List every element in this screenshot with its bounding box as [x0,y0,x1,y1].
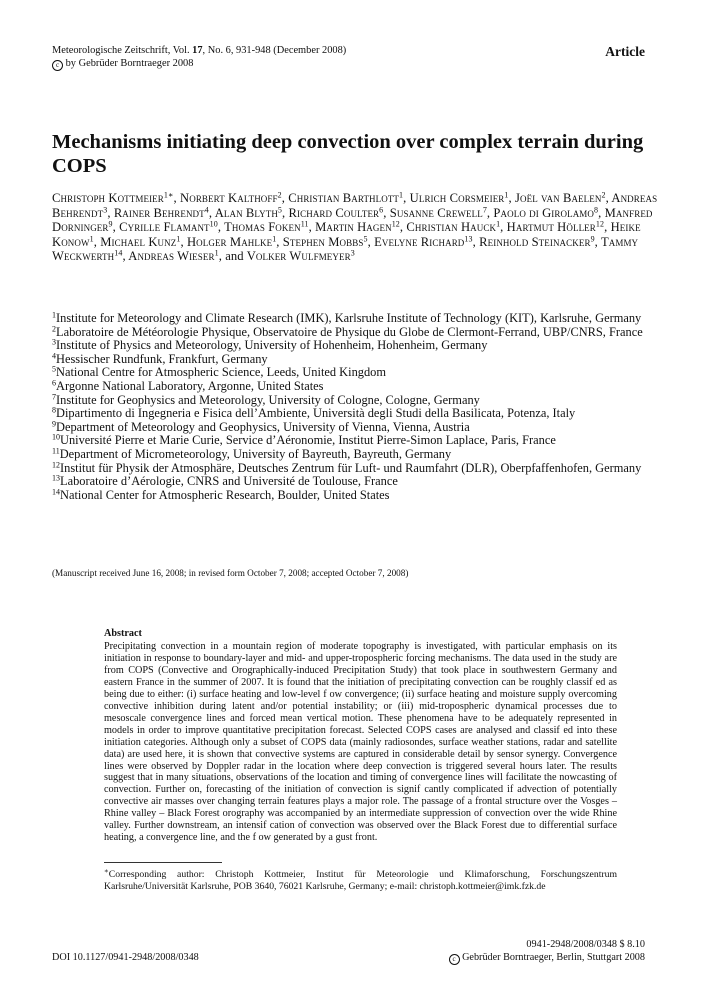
issn-price: 0941-2948/2008/0348 $ 8.10 [526,939,645,950]
author [479,235,595,249]
author-affiliation-mark: 3 [103,205,108,215]
manuscript-dates: (Manuscript received June 16, 2008; in revised form October 7, 2008; accepted October 7, 2008) [52,568,409,578]
affiliation-text: Dipartimento di Ingegneria e Fisica dell’Ambiente, Università degli Studi della Basilicata, Potenza, Italy [56,406,576,421]
author-name: Thomas Foken [224,220,301,235]
author-name: Manfred Dorninger [52,205,653,235]
author-affiliation-mark: 3 [350,248,355,258]
affiliation-text: Institute for Meteorology and Climate Research (IMK), Karlsruhe Institute of Technology (KIT), Karlsruhe, Germany [56,311,642,325]
author [493,206,598,220]
affiliation-number: 10 [52,432,60,442]
author-name: Martin Hagen [315,220,392,235]
author-name: Reinhold Steinacker [479,234,591,249]
author-separator: , [403,191,410,205]
affiliation-number: 8 [52,405,56,415]
author [515,191,606,205]
author-affiliation-mark: 1 [176,234,181,244]
author [180,191,282,205]
author-and: and [225,249,244,264]
author [507,220,604,234]
author-affiliation-mark: 5 [277,205,283,215]
affiliation-item [52,339,662,353]
abstract-text: Precipitating convection in a mountain region of moderate topography is investigated, with particular emphasis on its initiation in response to boundary-layer and mid- and upper-tropospheric forcing mechanisms. The data used in the study are from COPS (Convective and Orographically-induced Precipitation Study) that took place in southwestern Germany and eastern France in the summer of 2007. It is found that the initiation of precipitating convection can be roughly classif ed as being due to either: (i) surface heating and low-level f ow convergence; (ii) surface heating and moisture supply overcoming convective inhibition during latent and/or potential instability; or (iii) mid-tropospheric dynamical processes due to mesoscale convergence lines and forced mean vertical motion. These phenomena have to be adequately represented in models in order to improve quantitative precipitation forecast. Selected COPS cases are analysed and classif ed into these initiation categories. Although only a subset of COPS data (mainly radiosondes, surface weather stations, radar and satellite data) are used here, it is shown that convective systems are captured in considerable detail by sensor synergy. Convergence lines were observed by Doppler radar in the location where deep convection is triggered several hours later. The results suggest that in many situations, observations of the location and timing of convergence lines will facilitate the nowcasting of convection. Further on, forecasting of the initiation of convection is signif cantly complicated if advection of potentially convective air masses over changing terrain features plays a major role. The passage of a frontal structure over the Vosges – Rhine valley – Black Forest orography was accompanied by an intermediate suppression of convection over the wide Rhine valley. Further downstream, an intensif cation of convection was observed over the Black Forest due to differential surface heating, a convergence line, and the f ow generated by a gust front. [104,641,617,844]
affiliation-number: 13 [52,473,60,483]
affiliation-item [52,366,662,380]
author [215,206,282,220]
author-affiliation-mark: 1 [399,190,404,200]
affiliation-number: 6 [52,378,56,388]
author [52,191,174,205]
author-separator: , [367,234,375,249]
author-separator: , [605,191,612,205]
author-affiliation-mark: 14 [114,248,123,258]
affiliation-text: Department of Meteorology and Geophysics, University of Vienna, Vienna, Austria [56,419,470,434]
author-separator: , [208,205,215,220]
affiliation-item [52,448,662,462]
affiliation-list [52,312,662,502]
author-affiliation-mark: 6 [379,205,384,215]
affiliation-text: Institute for Geophysics and Meteorology, University of Cologne, Cologne, Germany [56,392,480,407]
affiliation-number: 7 [52,392,56,402]
copyright-circle-icon: c [52,60,63,71]
affiliation-number: 4 [52,351,56,361]
author [119,220,218,234]
affiliation-number: 9 [52,419,56,429]
affiliation-text: Argonne National Laboratory, Argonne, United States [56,378,324,393]
author-separator: , [594,234,601,249]
affiliation-text: Université Pierre et Marie Curie, Service d’Aéronomie, Institut Pierre-Simon Laplace, Paris, France [60,433,556,448]
author-affiliation-mark: 13 [464,234,473,244]
author-list [52,191,662,264]
affiliation-text: Laboratoire de Météorologie Physique, Observatoire de Physique du Globe de Clermont-Ferrand, UBP/CNRS, France [56,324,643,339]
author [374,235,473,249]
affiliation-text: National Center for Atmospheric Research, Boulder, United States [60,487,390,502]
affiliation-text: Institute of Physics and Meteorology, University of Hohenheim, Hohenheim, Germany [56,338,488,353]
author [114,206,209,220]
paper-title: Mechanisms initiating deep convection over complex terrain during COPS [52,131,644,177]
author-affiliation-mark: 1 [272,234,277,244]
author-separator: , [308,220,316,235]
author-separator: , [281,191,289,205]
author-separator: , [112,220,120,235]
author-name: Holger Mahlke [186,234,273,249]
author-separator: , [383,205,390,220]
footnote-text: Corresponding author: Christoph Kottmeier, Institut für Meteorologie und Klimaforschung, Forschungszentrum Karlsruhe/Universität Karlsruhe, POB 3640, 76021 Karlsruhe, Germany; e-mail: christoph.kottmeier@imk.fzk.de [104,869,617,893]
author-name: Christoph Kottmeier [52,191,164,205]
author-separator: , [282,205,289,220]
author-affiliation-mark: 1 [496,219,501,229]
affiliation-number: 14 [52,487,60,497]
affiliation-item [52,380,662,394]
journal-citation [52,45,346,71]
author [289,206,384,220]
author-affiliation-mark: 12 [391,219,400,229]
author-separator: , [598,205,605,220]
author-affiliation-mark: 7 [482,205,487,215]
affiliation-item [52,312,662,326]
author-affiliation-mark: 5 [363,234,368,244]
author-separator: , [122,249,129,264]
affiliation-text: Hessischer Rundfunk, Frankfurt, Germany [56,351,268,366]
affiliation-item [52,489,662,503]
author [315,220,400,234]
footnote-mark: ∗ [104,867,109,875]
author-affiliation-mark: 12 [595,219,605,229]
author [128,249,218,263]
affiliation-text: Laboratoire d’Aérologie, CNRS and Université de Toulouse, France [60,474,398,489]
author-name: Richard Coulter [288,205,380,220]
author [283,235,368,249]
author-name: Ulrich Corsmeier [409,191,505,205]
author-name: Evelyne Richard [374,234,465,249]
author-separator: , [276,234,283,249]
journal-volume: 17 [192,45,203,56]
doi: DOI 10.1127/0941-2948/2008/0348 [52,952,199,963]
author [224,220,308,234]
author-name: Christian Hauck [406,220,497,235]
affiliation-item [52,475,662,489]
author-name: Paolo di Girolamo [493,205,595,220]
affiliation-item [52,407,662,421]
author-separator: , [399,220,407,235]
author-name: Rainer Behrendt [113,205,205,220]
copyright-circle-icon: c [449,954,460,965]
author-affiliation-mark: 2 [277,190,282,200]
author-affiliation-mark: 4 [204,205,209,215]
author-name: Michael Kunz [100,234,177,249]
author-separator: , [500,220,507,235]
author-affiliation-mark: 10 [209,219,218,229]
author-affiliation-mark: 9 [590,234,595,244]
affiliation-number: 11 [52,446,60,456]
affiliation-number: 2 [52,324,56,334]
author-affiliation-mark: 1 [214,248,219,258]
author-affiliation-mark: 9 [108,219,113,229]
author-name: Andreas Behrendt [52,191,658,220]
author [187,235,276,249]
affiliation-number: 1 [52,310,56,320]
author-separator: , [486,205,494,220]
author [390,206,487,220]
author [288,191,403,205]
author [406,220,500,234]
footnote-divider [104,862,222,863]
author-name: Norbert Kalthoff [180,191,278,205]
author-name: Alan Blyth [214,205,278,220]
author-affiliation-mark: 11 [300,219,309,229]
author-name: Stephen Mobbs [282,234,364,249]
author-name: Christian Barthlott [288,191,400,205]
author [100,235,180,249]
author-separator: , [472,234,480,249]
author-separator: , [218,249,226,264]
author-separator: , [107,205,114,220]
author-name: Joël van Baelen [515,191,602,205]
author-name: Volker Wulfmeyer [246,249,351,264]
author-name: Heike Konow [52,220,641,249]
author [410,191,509,205]
affiliation-text: Institut für Physik der Atmosphäre, Deutsches Zentrum für Luft- und Raumfahrt (DLR), Oberpfaffenhofen, Germany [60,460,642,475]
affiliation-number: 3 [52,337,56,347]
author-affiliation-mark: 1 [89,234,94,244]
author-name: Hartmut Höller [506,220,596,235]
author-name: Susanne Crewell [389,205,483,220]
publisher-copyright-line: c by Gebrüder Borntraeger 2008 [52,58,346,71]
author-affiliation-mark: 8 [594,205,599,215]
author-name: Tammy Weckwerth [52,234,639,264]
author-affiliation-mark: 1 [504,190,509,200]
affiliation-number: 12 [52,460,60,470]
journal-line: Meteorologische Zeitschrift, Vol. 17, No. 6, 931-948 (December 2008) [52,45,347,56]
affiliation-text: National Centre for Atmospheric Science, Leeds, United Kingdom [56,365,386,380]
article-type-label: Article [605,44,645,59]
author-separator: , [173,191,181,205]
author-separator: , [217,220,225,235]
author-separator: , [93,234,101,249]
corresponding-author-footnote [104,866,617,893]
author-affiliation-mark: 2 [601,190,606,200]
author-name: Andreas Wieser [128,249,215,264]
affiliation-number: 5 [52,364,56,374]
author [247,249,355,263]
author-separator: , [604,220,611,235]
author-separator: , [508,191,516,205]
footer-copyright: c Gebrüder Borntraeger, Berlin, Stuttgart 2008 [449,952,645,965]
affiliation-item [52,434,662,448]
author-separator: , [180,234,187,249]
author-name: Cyrille Flamant [119,220,210,235]
abstract-heading: Abstract [104,628,142,639]
author-affiliation-mark: 1∗ [163,190,174,200]
affiliation-text: Department of Micrometeorology, University of Bayreuth, Bayreuth, Germany [59,446,452,461]
